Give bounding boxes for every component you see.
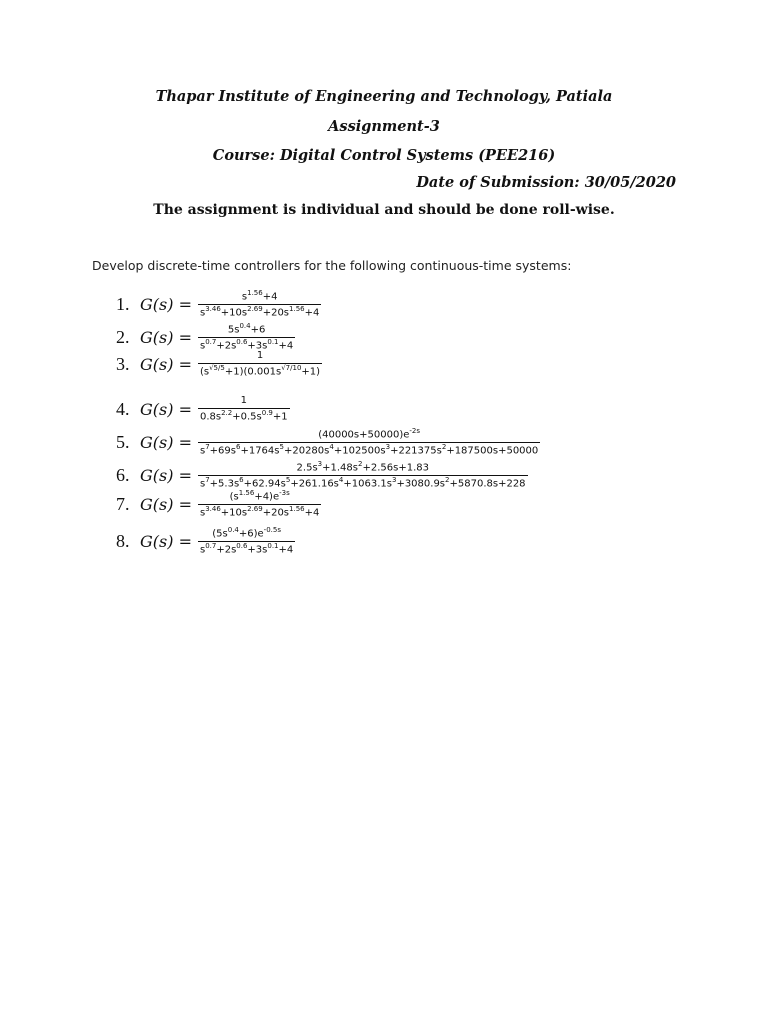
equation-number: 5.	[116, 431, 130, 452]
equation-lhs: G(s) =	[140, 465, 192, 485]
equation-number: 7.	[116, 493, 130, 514]
assignment-notice: The assignment is individual and should be done roll-wise.	[153, 202, 615, 218]
numerator: $2.5s^3+1.48s^2+2.56s+1.83$	[296, 460, 429, 474]
transfer-function-fraction	[198, 461, 528, 490]
equation-lhs: G(s) =	[140, 294, 192, 314]
equation-lhs: G(s) =	[140, 531, 192, 551]
denominator: $s^{3.46}+10s^{2.69}+20s^{1.56}+4$	[199, 504, 320, 519]
equation-lhs: G(s) =	[140, 327, 192, 347]
transfer-function-fraction	[198, 323, 295, 352]
denominator: $(s^{√5/5}+1)(0.001s^{√7/10}+1)$	[199, 363, 321, 377]
transfer-function-fraction	[198, 396, 290, 422]
equation-lhs: G(s) =	[140, 399, 192, 419]
denominator: $s^{3.46}+10s^{2.69}+20s^{1.56}+4$	[199, 304, 320, 319]
denominator: $0.8s^{2.2}+0.5s^{0.9}+1$	[199, 408, 288, 422]
numerator: $5s^{0.4}+6$	[227, 322, 266, 336]
transfer-function-fraction	[198, 351, 322, 377]
equation-number: 6.	[116, 464, 130, 485]
equation-lhs: G(s) =	[140, 494, 192, 514]
equation-6	[116, 461, 528, 490]
transfer-function-fraction	[198, 490, 321, 519]
denominator: $s^7+5.3s^6+62.94s^5+261.16s^4+1063.1s^3+3080.9s^2+5870.8s+228$	[199, 475, 526, 490]
equation-number: 8.	[116, 530, 130, 551]
equation-number: 4.	[116, 398, 130, 419]
transfer-function-fraction	[198, 290, 321, 319]
equation-number: 1.	[116, 293, 130, 314]
numerator: 1	[240, 395, 247, 406]
equation-7	[116, 490, 321, 519]
assignment-title: Assignment-3	[328, 118, 440, 135]
equation-3	[116, 351, 322, 377]
equation-number: 2.	[116, 326, 130, 347]
equation-2	[116, 323, 295, 352]
institute-title: Thapar Institute of Engineering and Technology, Patiala	[155, 88, 613, 105]
equation-5	[116, 428, 540, 457]
numerator: 1	[256, 350, 264, 361]
equation-1	[116, 290, 321, 319]
equation-lhs: G(s) =	[140, 432, 192, 452]
intro-text: Develop discrete-time controllers for the following continuous-time systems:	[92, 258, 572, 273]
equation-lhs: G(s) =	[140, 354, 192, 374]
denominator: $s^{0.7}+2s^{0.6}+3s^{0.1}+4$	[199, 541, 294, 556]
denominator: $s^{0.7}+2s^{0.6}+3s^{0.1}+4$	[199, 337, 294, 352]
numerator: $(5s^{0.4}+6)e^{-0.5s}$	[212, 526, 281, 540]
course-title: Course: Digital Control Systems (PEE216)	[212, 147, 556, 164]
numerator: $s^{1.56}+4$	[241, 289, 278, 303]
denominator: $s^7+69s^6+1764s^5+20280s^4+102500s^3+221375s^2+187500s+50000$	[199, 442, 539, 457]
submission-date: Date of Submission: 30/05/2020	[416, 174, 676, 191]
equation-8	[116, 527, 295, 556]
equation-4	[116, 396, 290, 422]
equation-number: 3.	[116, 353, 130, 374]
numerator: $(40000s+50000)e^{-2s}$	[318, 427, 421, 441]
numerator: $(s^{1.56}+4)e^{-3s}$	[229, 489, 290, 503]
transfer-function-fraction	[198, 527, 295, 556]
transfer-function-fraction	[198, 428, 540, 457]
